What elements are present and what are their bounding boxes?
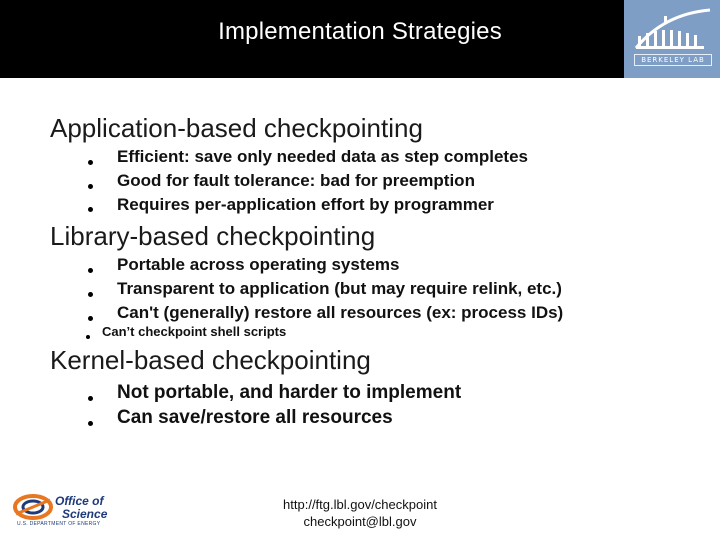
sub-bullet-dot xyxy=(86,335,90,339)
bullet-text: Can save/restore all resources xyxy=(117,407,393,428)
berkeley-lab-logo xyxy=(624,0,720,78)
bullet-dot xyxy=(88,316,93,321)
bullet-dot xyxy=(88,396,93,401)
bullet-dot xyxy=(88,160,93,165)
berkeley-lab-building-icon xyxy=(624,0,720,78)
doe-logo-line2: Science xyxy=(62,507,108,521)
bullet-text: Can't (generally) restore all resources (ex: process IDs) xyxy=(117,303,564,322)
bullet-text: Efficient: save only needed data as step completes xyxy=(117,147,528,166)
bullet-dot xyxy=(88,421,93,426)
section-heading-kernel: Kernel-based checkpointing xyxy=(50,345,371,375)
footer-contact xyxy=(250,496,470,530)
slide-title: Implementation Strategies xyxy=(218,18,502,45)
footer-url-link[interactable]: http://ftg.lbl.gov/checkpoint xyxy=(283,497,437,512)
bullet-dot xyxy=(88,268,93,273)
section-heading-application: Application-based checkpointing xyxy=(50,113,423,143)
doe-logo-line1: Office of xyxy=(55,494,104,508)
bullet-dot xyxy=(88,207,93,212)
bullet-text: Not portable, and harder to implement xyxy=(117,382,462,403)
doe-swirl-icon xyxy=(12,492,54,522)
sub-bullet-text: Can’t checkpoint shell scripts xyxy=(102,324,287,339)
bullet-text: Good for fault tolerance: bad for preemption xyxy=(117,171,475,190)
berkeley-lab-logo-text: BERKELEY LAB xyxy=(634,54,712,66)
bullet-text: Portable across operating systems xyxy=(117,255,400,274)
header-bar xyxy=(0,0,720,78)
bullet-dot xyxy=(88,184,93,189)
bullet-text: Requires per-application effort by programmer xyxy=(117,195,494,214)
section-heading-library: Library-based checkpointing xyxy=(50,221,376,251)
footer-email-link[interactable]: checkpoint@lbl.gov xyxy=(303,514,417,529)
bullet-dot xyxy=(88,292,93,297)
bullet-text: Transparent to application (but may require relink, etc.) xyxy=(117,279,562,298)
doe-logo-line3: U.S. DEPARTMENT OF ENERGY xyxy=(17,521,101,527)
